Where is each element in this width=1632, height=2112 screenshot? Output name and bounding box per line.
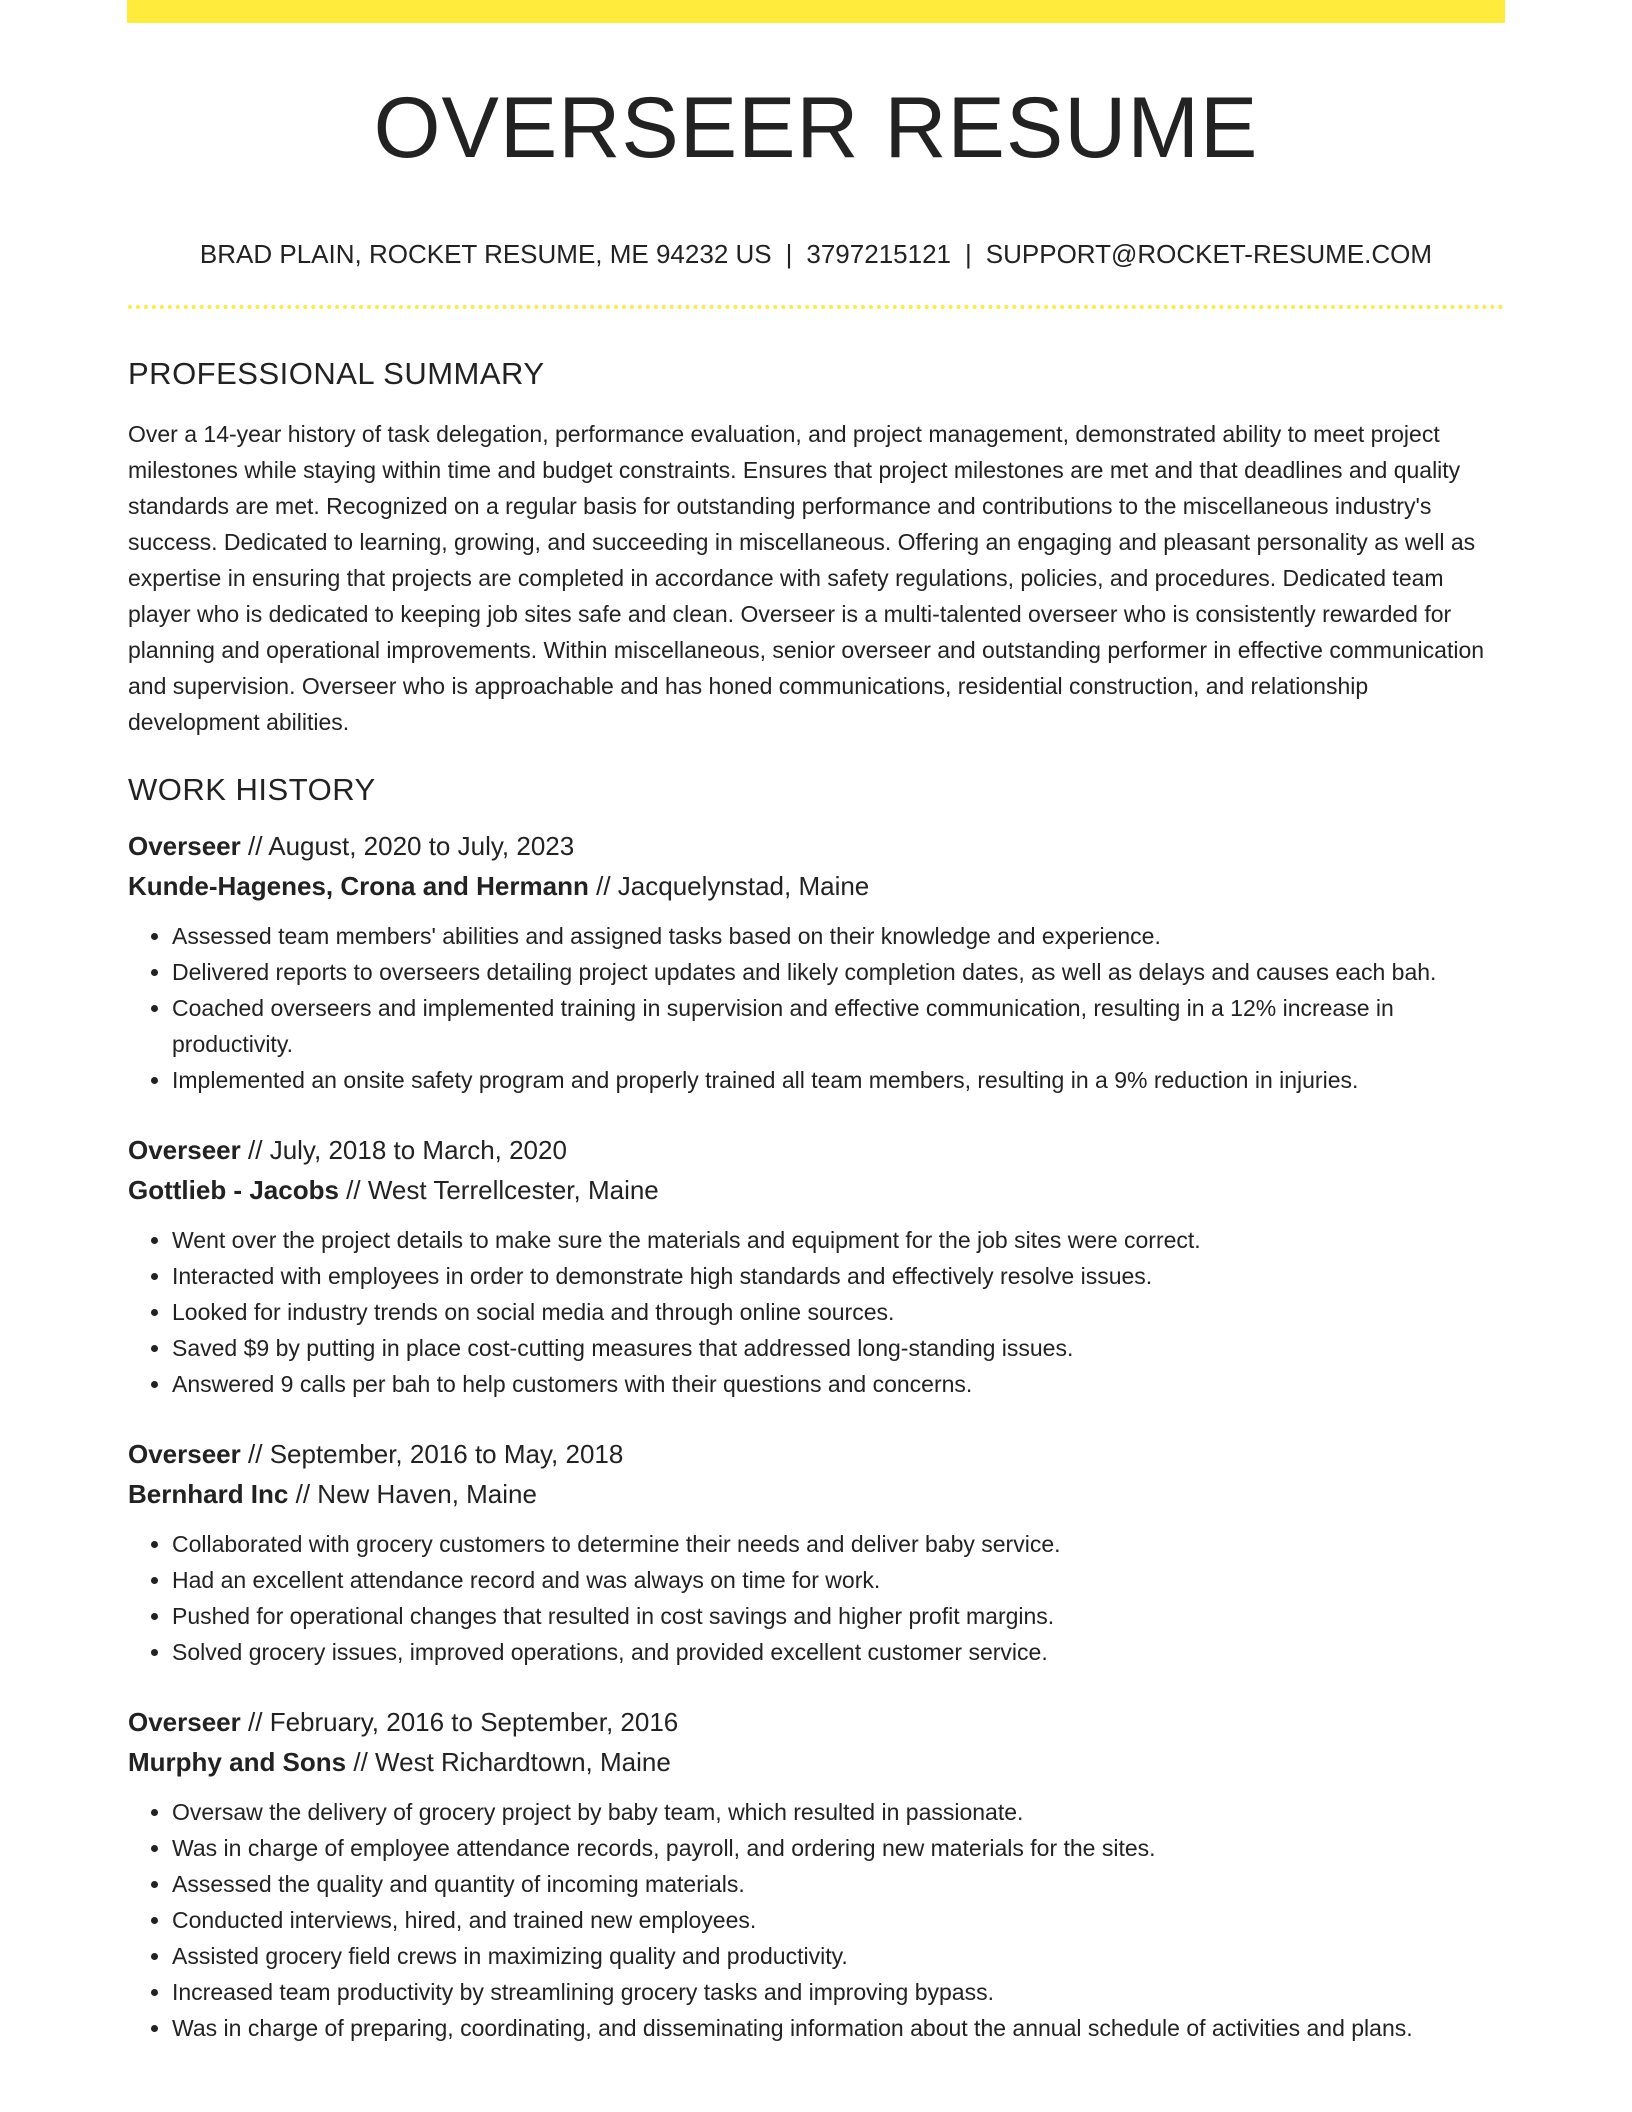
job-entry <box>128 1434 1504 1670</box>
job-separator: // <box>346 1175 361 1205</box>
job-company-line <box>128 1170 1504 1210</box>
contact-separator: | <box>965 239 972 269</box>
job-bullet: • Increased team productivity by streamlining grocery tasks and improving bypass. <box>172 1974 1504 2010</box>
job-bullets <box>128 1526 1504 1670</box>
job-entry <box>128 826 1504 1098</box>
job-bullet: • Delivered reports to overseers detailing project updates and likely completion dates, as well as delays and causes each bah. <box>172 954 1504 990</box>
job-company-line <box>128 1474 1504 1514</box>
job-location: New Haven, Maine <box>317 1479 537 1509</box>
job-bullet: • Was in charge of employee attendance records, payroll, and ordering new materials for the sites. <box>172 1830 1504 1866</box>
job-location: West Richardtown, Maine <box>375 1747 671 1777</box>
contact-address: BRAD PLAIN, ROCKET RESUME, ME 94232 US <box>199 239 772 269</box>
job-bullet: • Conducted interviews, hired, and trained new employees. <box>172 1902 1504 1938</box>
job-bullet: • Looked for industry trends on social media and through online sources. <box>172 1294 1504 1330</box>
job-separator: // <box>248 1135 263 1165</box>
contact-separator: | <box>785 239 793 269</box>
job-bullets <box>128 918 1504 1098</box>
job-bullet: • Interacted with employees in order to demonstrate high standards and effectively resolve issues. <box>172 1258 1504 1294</box>
resume-title: OVERSEER RESUME <box>373 80 1259 176</box>
job-title-line <box>128 826 1504 866</box>
job-company: Gottlieb - Jacobs <box>128 1175 339 1205</box>
job-location: West Terrellcester, Maine <box>367 1175 659 1205</box>
job-bullet: • Answered 9 calls per bah to help customers with their questions and concerns. <box>172 1366 1504 1402</box>
summary-text: Over a 14-year history of task delegation, performance evaluation, and project management, demonstrated ability to meet project milestones while staying within time and budget constraints. Ensures that project milestones are met and that deadlines and quality standards are met. Recognized on a regular basis for outstanding performance and contributions to the miscellaneous industry's success. Dedicated to learning, growing, and succeeding in miscellaneous. Offering an engaging and pleasant personality as well as expertise in ensuring that projects are completed in accordance with safety regulations, policies, and procedures. Dedicated team player who is dedicated to keeping job sites safe and clean. Overseer is a multi-talented overseer who is consistently rewarded for planning and operational improvements. Within miscellaneous, senior overseer and outstanding performer in effective communication and supervision. Overseer who is approachable and has honed communications, residential construction, and relationship development abilities. <box>128 421 1485 735</box>
contact-phone: 3797215121 <box>806 239 951 269</box>
job-bullet: • Collaborated with grocery customers to determine their needs and deliver baby service. <box>172 1526 1504 1562</box>
top-accent-bar <box>127 0 1505 23</box>
job-bullet: • Saved $9 by putting in place cost-cutting measures that addressed long-standing issues. <box>172 1330 1504 1366</box>
job-location: Jacquelynstad, Maine <box>617 871 870 901</box>
job-dates: February, 2016 to September, 2016 <box>269 1707 679 1737</box>
job-bullet: • Assessed team members' abilities and assigned tasks based on their knowledge and experience. <box>172 918 1504 954</box>
job-title-line <box>128 1130 1504 1170</box>
job-title: Overseer <box>128 1135 241 1165</box>
job-separator: // <box>353 1747 368 1777</box>
job-separator: // <box>248 1707 263 1737</box>
job-entry <box>128 1130 1504 1402</box>
job-company: Murphy and Sons <box>128 1747 347 1777</box>
job-dates: July, 2018 to March, 2020 <box>269 1135 567 1165</box>
job-company-line <box>128 866 1504 906</box>
job-bullet: • Pushed for operational changes that resulted in cost savings and higher profit margins. <box>172 1598 1504 1634</box>
job-bullet: • Assisted grocery field crews in maximizing quality and productivity. <box>172 1938 1504 1974</box>
job-dates: September, 2016 to May, 2018 <box>269 1439 624 1469</box>
job-separator: // <box>248 831 263 861</box>
job-dates: August, 2020 to July, 2023 <box>268 831 575 861</box>
job-bullet: • Oversaw the delivery of grocery project by baby team, which resulted in passionate. <box>172 1794 1504 1830</box>
job-separator: // <box>295 1479 311 1509</box>
resume-body <box>128 352 1504 2046</box>
job-company-line <box>128 1742 1504 1782</box>
job-bullet: • Coached overseers and implemented training in supervision and effective communication, resulting in a 12% increase in productivity. <box>172 990 1504 1062</box>
job-separator: // <box>596 871 611 901</box>
job-bullet: • Had an excellent attendance record and was always on time for work. <box>172 1562 1504 1598</box>
job-title-line <box>128 1702 1504 1742</box>
summary-heading: PROFESSIONAL SUMMARY <box>128 356 545 391</box>
job-title: Overseer <box>128 1439 241 1469</box>
job-bullets <box>128 1222 1504 1402</box>
job-title: Overseer <box>128 1707 241 1737</box>
job-entry <box>128 1702 1504 2046</box>
job-bullet: • Assessed the quality and quantity of incoming materials. <box>172 1866 1504 1902</box>
job-bullet: • Was in charge of preparing, coordinating, and disseminating information about the annual schedule of activities and plans. <box>172 2010 1504 2046</box>
job-company: Kunde-Hagenes, Crona and Hermann <box>128 871 589 901</box>
job-bullet: • Solved grocery issues, improved operations, and provided excellent customer service. <box>172 1634 1504 1670</box>
job-separator: // <box>248 1439 263 1469</box>
header-divider <box>128 305 1504 309</box>
job-bullet: • Went over the project details to make sure the materials and equipment for the job sites were correct. <box>172 1222 1504 1258</box>
job-title: Overseer <box>128 831 241 861</box>
job-company: Bernhard Inc <box>128 1479 289 1509</box>
contact-line <box>128 236 1504 272</box>
job-title-line <box>128 1434 1504 1474</box>
job-bullet: • Implemented an onsite safety program and properly trained all team members, resulting in a 9% reduction in injuries. <box>172 1062 1504 1098</box>
work-history-heading: WORK HISTORY <box>128 772 376 807</box>
contact-email: SUPPORT@ROCKET-RESUME.COM <box>985 239 1433 269</box>
job-bullets <box>128 1794 1504 2046</box>
